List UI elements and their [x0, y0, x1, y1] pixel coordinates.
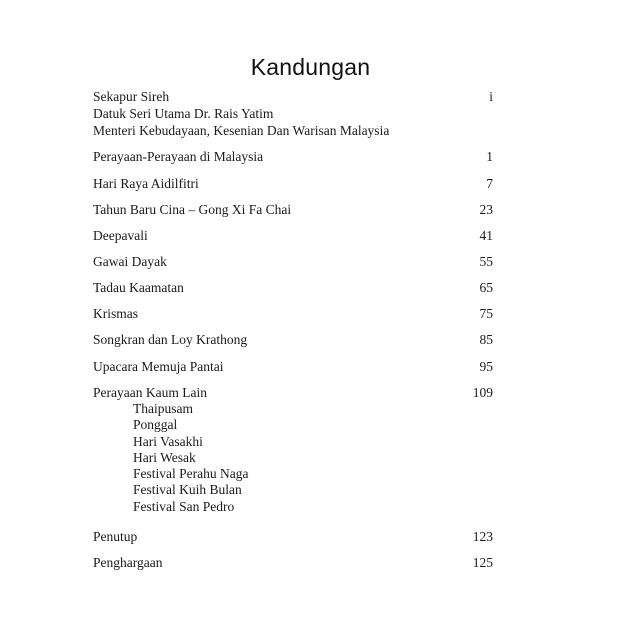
toc-entry-page-number: 65: [479, 280, 493, 295]
toc-entry-label: Deepavali: [93, 228, 148, 243]
toc-entry-page-number: 75: [479, 306, 493, 321]
toc-entry-label: Sekapur Sireh: [93, 89, 170, 104]
toc-entry-page-number: 41: [479, 228, 493, 243]
toc-sub-item[interactable]: Festival San Pedro: [133, 498, 235, 514]
toc-entry[interactable]: [93, 358, 493, 375]
toc-entry-page-number: 109: [472, 385, 493, 400]
toc-entry-page-number: 55: [479, 254, 493, 269]
toc-sub-item[interactable]: Hari Vasakhi: [133, 433, 203, 449]
toc-entry-label: Songkran dan Loy Krathong: [93, 332, 248, 347]
toc-entry[interactable]: [93, 148, 493, 165]
toc-entry-page-number: 123: [472, 529, 493, 544]
toc-entry-label: Upacara Memuja Pantai: [93, 359, 224, 374]
toc-entry-page-number: 95: [479, 359, 493, 374]
toc-entry-label: Hari Raya Aidilfitri: [93, 176, 199, 191]
toc-entry[interactable]: [93, 279, 493, 296]
toc-entry[interactable]: [93, 175, 493, 192]
toc-entry-sekapur-sireh[interactable]: [93, 88, 493, 139]
toc-sub-list: [93, 401, 493, 515]
toc-entry-page-number: 125: [472, 555, 493, 570]
toc-entry-page-number: 7: [486, 176, 493, 191]
toc-entry-label: Perayaan-Perayaan di Malaysia: [93, 149, 264, 164]
toc-entry[interactable]: [93, 201, 493, 218]
toc-entry-page-number: 1: [486, 149, 493, 164]
toc-entry-page-number: 85: [479, 332, 493, 347]
page-title: Kandungan: [250, 54, 371, 80]
toc-entry-page-number: 23: [479, 202, 493, 217]
toc-entry-author: Datuk Seri Utama Dr. Rais Yatim: [93, 106, 274, 121]
toc-entry[interactable]: [93, 528, 493, 545]
toc-sub-item[interactable]: Thaipusam: [133, 401, 193, 416]
toc-entry-label: Penutup: [93, 529, 138, 544]
toc-entry[interactable]: [93, 305, 493, 322]
toc-entry[interactable]: [93, 331, 493, 348]
toc-entry-label: Tadau Kaamatan: [93, 280, 184, 295]
toc-entry-page-number: i: [489, 89, 493, 104]
toc-entry-label: Krismas: [93, 306, 138, 321]
toc-entry-label: Tahun Baru Cina – Gong Xi Fa Chai: [93, 202, 292, 217]
toc-sub-item[interactable]: Festival Perahu Naga: [133, 466, 249, 482]
toc-entry[interactable]: [93, 253, 493, 270]
toc-sub-item[interactable]: Ponggal: [133, 417, 178, 433]
toc-sub-item[interactable]: Festival Kuih Bulan: [133, 482, 242, 498]
toc-entry-author-title: Menteri Kebudayaan, Kesenian Dan Warisan Malaysia: [93, 123, 390, 138]
toc-entry[interactable]: [93, 554, 493, 571]
toc-sub-item[interactable]: Hari Wesak: [133, 449, 196, 465]
toc-entry-label: Penghargaan: [93, 555, 163, 570]
toc-entry-label: Perayaan Kaum Lain: [93, 385, 207, 400]
toc-entry-perayaan-kaum-lain[interactable]: [93, 384, 493, 515]
toc-entry[interactable]: [93, 227, 493, 244]
toc-entry-label: Gawai Dayak: [93, 254, 167, 269]
